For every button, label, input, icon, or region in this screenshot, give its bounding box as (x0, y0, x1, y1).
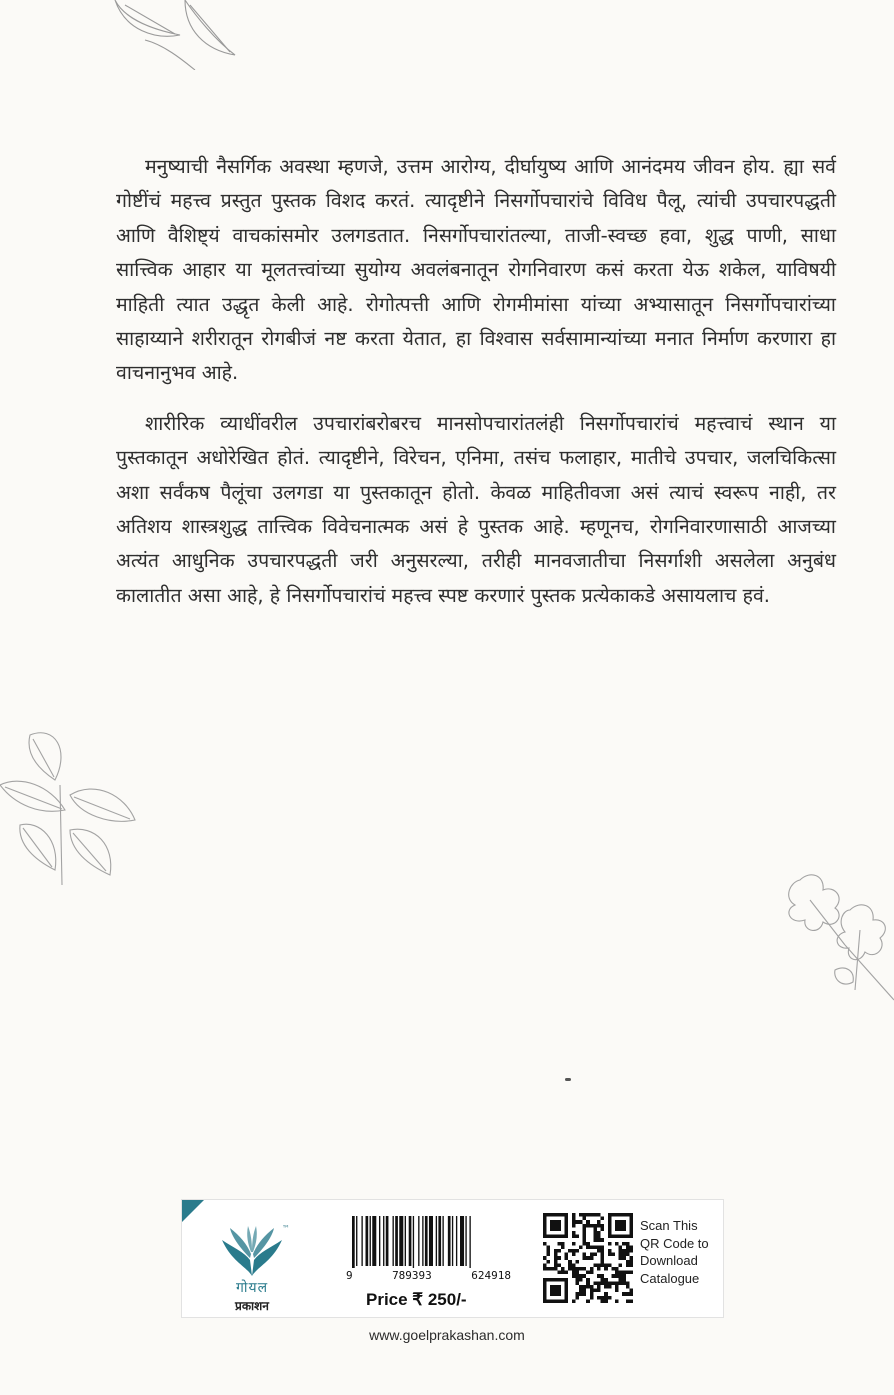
qr-module (601, 1274, 605, 1278)
barcode-bar (379, 1216, 380, 1266)
qr-module (619, 1245, 623, 1249)
qr-module (557, 1249, 561, 1253)
qr-caption-line: QR Code to (640, 1235, 709, 1251)
qr-module (554, 1249, 558, 1253)
qr-module (572, 1231, 576, 1235)
qr-module (572, 1263, 576, 1267)
qr-module (597, 1220, 601, 1224)
qr-module (611, 1281, 615, 1285)
qr-module (583, 1242, 587, 1246)
qr-module (626, 1263, 630, 1267)
qr-caption-line: Scan This (640, 1218, 698, 1233)
qr-module (622, 1256, 626, 1260)
qr-module (579, 1274, 583, 1278)
qr-module (586, 1278, 590, 1282)
qr-module (557, 1263, 561, 1267)
qr-module (615, 1281, 619, 1285)
qr-module (572, 1249, 576, 1253)
qr-module (619, 1263, 623, 1267)
qr-module (547, 1267, 551, 1271)
qr-module (601, 1227, 605, 1231)
qr-module (622, 1278, 626, 1282)
qr-module (583, 1224, 587, 1228)
barcode-bar (465, 1216, 466, 1266)
qr-module (586, 1256, 590, 1260)
qr-module (583, 1253, 587, 1257)
qr-module (622, 1253, 626, 1257)
qr-module (579, 1213, 583, 1217)
qr-module (626, 1299, 630, 1303)
qr-module (622, 1274, 626, 1278)
qr-module (601, 1296, 605, 1300)
qr-module (547, 1249, 551, 1253)
qr-module (619, 1278, 623, 1282)
qr-module (629, 1256, 633, 1260)
qr-module (568, 1267, 572, 1271)
qr-module (586, 1224, 590, 1228)
catalogue-qr-code[interactable] (543, 1213, 633, 1303)
barcode-bar (418, 1216, 419, 1266)
qr-module (608, 1296, 612, 1300)
qr-module (597, 1238, 601, 1242)
qr-module (601, 1253, 605, 1257)
qr-module (547, 1260, 551, 1264)
qr-module (575, 1281, 579, 1285)
qr-module (611, 1267, 615, 1271)
qr-module (615, 1271, 619, 1275)
qr-module (611, 1253, 615, 1257)
qr-module (601, 1281, 605, 1285)
qr-module (601, 1256, 605, 1260)
qr-module (550, 1285, 561, 1296)
qr-module (554, 1256, 558, 1260)
qr-module (593, 1213, 597, 1217)
qr-module (626, 1281, 630, 1285)
qr-module (586, 1242, 590, 1246)
qr-module (601, 1238, 605, 1242)
barcode-bar (448, 1216, 451, 1266)
qr-module (629, 1299, 633, 1303)
barcode-bar (425, 1216, 428, 1266)
qr-module (629, 1289, 633, 1293)
qr-module (629, 1292, 633, 1296)
barcode-bar (460, 1216, 464, 1266)
qr-module (601, 1263, 605, 1267)
qr-module (583, 1285, 587, 1289)
barcode-bar (405, 1216, 406, 1266)
qr-module (601, 1278, 605, 1282)
qr-module (543, 1267, 547, 1271)
isbn-number (346, 1268, 511, 1282)
qr-module (575, 1274, 579, 1278)
qr-module (554, 1253, 558, 1257)
isbn-digit-group: 624918 (471, 1269, 511, 1282)
qr-module (586, 1271, 590, 1275)
qr-module (601, 1217, 605, 1221)
publisher-subtitle: प्रकाशन (235, 1299, 269, 1313)
qr-module (608, 1253, 612, 1257)
barcode-bar (383, 1216, 384, 1266)
qr-module (590, 1256, 594, 1260)
qr-module (629, 1260, 633, 1264)
qr-module (575, 1267, 579, 1271)
qr-module (629, 1263, 633, 1267)
barcode-bar (413, 1216, 414, 1271)
qr-module (626, 1253, 630, 1257)
qr-module (575, 1296, 579, 1300)
qr-module (590, 1292, 594, 1296)
qr-module (604, 1292, 608, 1296)
qr-module (615, 1242, 619, 1246)
publisher-website-link[interactable]: www.goelprakashan.com (369, 1327, 525, 1343)
qr-module (583, 1217, 587, 1221)
qr-module (619, 1271, 623, 1275)
barcode-bar (372, 1216, 376, 1266)
qr-module (572, 1220, 576, 1224)
barcode-bar (438, 1216, 441, 1266)
qr-module (586, 1299, 590, 1303)
qr-module (593, 1263, 597, 1267)
qr-module (579, 1245, 583, 1249)
qr-module (597, 1249, 601, 1253)
barcode-bar (452, 1216, 453, 1266)
barcode-bar (409, 1216, 412, 1266)
price-label: Price ₹ 250/- (366, 1290, 467, 1309)
qr-module (597, 1274, 601, 1278)
qr-module (583, 1267, 587, 1271)
qr-module (565, 1253, 569, 1257)
qr-module (608, 1242, 612, 1246)
qr-module (601, 1245, 605, 1249)
qr-module (597, 1285, 601, 1289)
qr-module (583, 1238, 587, 1242)
qr-module (575, 1271, 579, 1275)
qr-module (615, 1267, 619, 1271)
qr-module (597, 1235, 601, 1239)
qr-module (586, 1281, 590, 1285)
qr-module (590, 1224, 594, 1228)
qr-module (579, 1220, 583, 1224)
qr-module (601, 1249, 605, 1253)
qr-module (597, 1231, 601, 1235)
left-basil-illustration (0, 725, 140, 885)
qr-module (593, 1238, 597, 1242)
qr-module (629, 1249, 633, 1253)
barcode-bar (393, 1216, 394, 1266)
qr-module (572, 1267, 576, 1271)
qr-module (572, 1299, 576, 1303)
barcode-bar (370, 1216, 371, 1266)
qr-module (622, 1292, 626, 1296)
winged-book-logo-icon (220, 1226, 284, 1278)
qr-module (601, 1224, 605, 1228)
qr-module (593, 1289, 597, 1293)
qr-module (597, 1267, 601, 1271)
qr-module (590, 1271, 594, 1275)
barcode-bar (429, 1216, 433, 1266)
qr-module (622, 1271, 626, 1275)
qr-module (572, 1217, 576, 1221)
barcode-bar (422, 1216, 423, 1266)
qr-module (590, 1213, 594, 1217)
qr-module (579, 1267, 583, 1271)
qr-module (604, 1285, 608, 1289)
qr-module (572, 1274, 576, 1278)
qr-module (554, 1260, 558, 1264)
qr-module (557, 1271, 561, 1275)
qr-module (597, 1281, 601, 1285)
qr-module (554, 1263, 558, 1267)
qr-module (575, 1235, 579, 1239)
publisher-info-box (181, 1199, 724, 1318)
qr-module (565, 1256, 569, 1260)
qr-module (547, 1245, 551, 1249)
barcode-bar (395, 1216, 398, 1266)
qr-module (597, 1296, 601, 1300)
qr-module (572, 1235, 576, 1239)
qr-module (550, 1267, 554, 1271)
qr-module (597, 1224, 601, 1228)
qr-module (615, 1285, 619, 1289)
qr-module (608, 1281, 612, 1285)
qr-module (586, 1220, 590, 1224)
qr-module (604, 1278, 608, 1282)
qr-module (554, 1267, 558, 1271)
qr-module (583, 1213, 587, 1217)
qr-module (619, 1281, 623, 1285)
qr-module (626, 1245, 630, 1249)
qr-module (615, 1299, 619, 1303)
qr-module (611, 1274, 615, 1278)
qr-module (604, 1267, 608, 1271)
qr-module (579, 1278, 583, 1282)
barcode-bar (436, 1216, 437, 1266)
isbn-digit-group: 9 (346, 1269, 353, 1282)
qr-module (572, 1242, 576, 1246)
qr-module (543, 1256, 547, 1260)
qr-module (579, 1289, 583, 1293)
qr-module (619, 1249, 623, 1253)
qr-module (619, 1256, 623, 1260)
barcode-bar (442, 1216, 443, 1266)
qr-module (629, 1245, 633, 1249)
qr-module (557, 1242, 561, 1246)
qr-module (626, 1249, 630, 1253)
qr-module (608, 1285, 612, 1289)
ink-mark (565, 1078, 571, 1081)
qr-module (572, 1271, 576, 1275)
qr-module (586, 1213, 590, 1217)
qr-module (604, 1299, 608, 1303)
barcode-bar (399, 1216, 403, 1266)
qr-module (583, 1256, 587, 1260)
qr-module (561, 1267, 565, 1271)
qr-module (626, 1292, 630, 1296)
qr-module (575, 1292, 579, 1296)
qr-module (590, 1285, 594, 1289)
qr-module (586, 1245, 590, 1249)
qr-module (568, 1249, 572, 1253)
qr-module (575, 1249, 579, 1253)
qr-module (593, 1224, 597, 1228)
barcode-bar (361, 1216, 362, 1266)
qr-module (597, 1245, 601, 1249)
qr-module (615, 1220, 626, 1231)
isbn-barcode (346, 1216, 511, 1309)
qr-module (593, 1281, 597, 1285)
qr-module (626, 1285, 630, 1289)
qr-module (626, 1271, 630, 1275)
qr-caption (640, 1217, 720, 1287)
qr-module (590, 1245, 594, 1249)
qr-module (622, 1242, 626, 1246)
qr-caption-line: Catalogue (640, 1270, 700, 1286)
right-parsley-illustration (775, 870, 894, 1010)
qr-module (547, 1253, 551, 1257)
qr-module (590, 1253, 594, 1257)
qr-module (593, 1235, 597, 1239)
barcode-bar (386, 1216, 389, 1266)
qr-module (619, 1274, 623, 1278)
barcode-bar (352, 1216, 355, 1271)
isbn-digit-group: 789393 (392, 1269, 432, 1282)
qr-module (608, 1263, 612, 1267)
qr-module (575, 1220, 579, 1224)
corner-triangle (182, 1200, 204, 1222)
barcode-bar (356, 1216, 357, 1266)
barcode-bar (366, 1216, 369, 1266)
qr-module (615, 1274, 619, 1278)
qr-module (604, 1296, 608, 1300)
qr-module (626, 1242, 630, 1246)
qr-module (572, 1253, 576, 1257)
qr-module (557, 1256, 561, 1260)
qr-module (561, 1242, 565, 1246)
qr-module (593, 1245, 597, 1249)
qr-module (615, 1289, 619, 1293)
publisher-logo (206, 1226, 298, 1311)
trademark-symbol: ™ (282, 1224, 290, 1233)
qr-module (583, 1289, 587, 1293)
qr-module (604, 1281, 608, 1285)
qr-module (626, 1260, 630, 1264)
qr-module (593, 1227, 597, 1231)
qr-module (568, 1260, 572, 1264)
qr-module (583, 1231, 587, 1235)
qr-module (550, 1220, 561, 1231)
qr-module (561, 1271, 565, 1275)
qr-module (583, 1292, 587, 1296)
qr-module (543, 1242, 547, 1246)
qr-module (565, 1271, 569, 1275)
blurb-paragraph-1: मनुष्याची नैसर्गिक अवस्था म्हणजे, उत्तम आरोग्य, दीर्घायुष्य आणि आनंदमय जीवन होय. ह्या सर्व गोष्टींचं महत्त्व प्रस्तुत पुस्तक विशद करतं. त्यादृष्टीने निसर्गोपचारांचे विविध पैलू, त्यांची उपचारपद्धती आणि वैशिष्ट्यं वाचकांसमोर उलगडतात. निसर्गोपचारांतल्या, ताजी-स्वच्छ हवा, शुद्ध पाणी, साधा सात्त्विक आहार या मूलतत्त्वांच्या सुयोग्य अवलंबनातून रोगनिवारण कसं करता येऊ शकेल, याविषयी माहिती त्यात उद्धृत केली आहे. रोगोत्पत्ती आणि रोगमीमांसा यांच्या अभ्यासातून निसर्गोपचारांच्या साहाय्याने शरीरातून रोगबीजं नष्ट करता येतात, हा विश्वास सर्वसामान्यांच्या मनात निर्माण करणारा हा वाचनानुभव आहे. (116, 155, 836, 385)
qr-module (608, 1249, 612, 1253)
publisher-name: गोयल (235, 1280, 269, 1296)
qr-module (629, 1271, 633, 1275)
qr-module (601, 1299, 605, 1303)
qr-module (604, 1263, 608, 1267)
qr-module (572, 1213, 576, 1217)
blurb-paragraph-2: शारीरिक व्याधींवरील उपचारांबरोबरच मानसोपचारांतलंही निसर्गोपचारांचं महत्त्वाचं स्थान या पुस्तकातून अधोरेखित होतं. त्यादृष्टीने, विरेचन, एनिमा, तसंच फलाहार, मातीचे उपचार, जलचिकित्सा अशा सर्वंकष पैलूंचा उलगडा या पुस्तकातून होतो. केवळ माहितीवजा असं त्याचं स्वरूप नाही, तर अतिशय शास्त्रशुद्ध तात्त्विक विवेचनात्मक असं हे पुस्तक आहे. म्हणूनच, रोगनिवारणासाठी आजच्या अत्यंत आधुनिक उपचारपद्धती जरी अनुसरल्या, तरीही मानवजातीचा निसर्गाशी असलेला अनुबंध कालातीत असा आहे, हे निसर्गोपचारांचं महत्त्व स्पष्ट करणारं पुस्तक प्रत्येकाकडे असायलाच हवं. (116, 411, 836, 607)
qr-module (590, 1289, 594, 1293)
qr-caption-line: Download (640, 1253, 698, 1268)
qr-module (601, 1260, 605, 1264)
back-cover-blurb (116, 150, 836, 613)
qr-module (579, 1292, 583, 1296)
qr-module (561, 1245, 565, 1249)
qr-module (590, 1267, 594, 1271)
qr-module (622, 1281, 626, 1285)
barcode-bars (346, 1216, 511, 1271)
qr-module (583, 1274, 587, 1278)
qr-module (583, 1227, 587, 1231)
qr-module (590, 1296, 594, 1300)
barcode-bar (469, 1216, 470, 1271)
qr-module (593, 1253, 597, 1257)
qr-module (619, 1253, 623, 1257)
qr-module (586, 1285, 590, 1289)
barcode-bar (456, 1216, 457, 1266)
qr-module (597, 1213, 601, 1217)
qr-module (597, 1289, 601, 1293)
top-leaves-illustration (85, 0, 245, 70)
qr-module (543, 1263, 547, 1267)
qr-module (583, 1235, 587, 1239)
qr-module (593, 1231, 597, 1235)
qr-module (572, 1224, 576, 1228)
qr-module (579, 1285, 583, 1289)
qr-module (622, 1249, 626, 1253)
qr-module (575, 1278, 579, 1282)
qr-module (597, 1263, 601, 1267)
qr-module (575, 1260, 579, 1264)
qr-module (568, 1263, 572, 1267)
